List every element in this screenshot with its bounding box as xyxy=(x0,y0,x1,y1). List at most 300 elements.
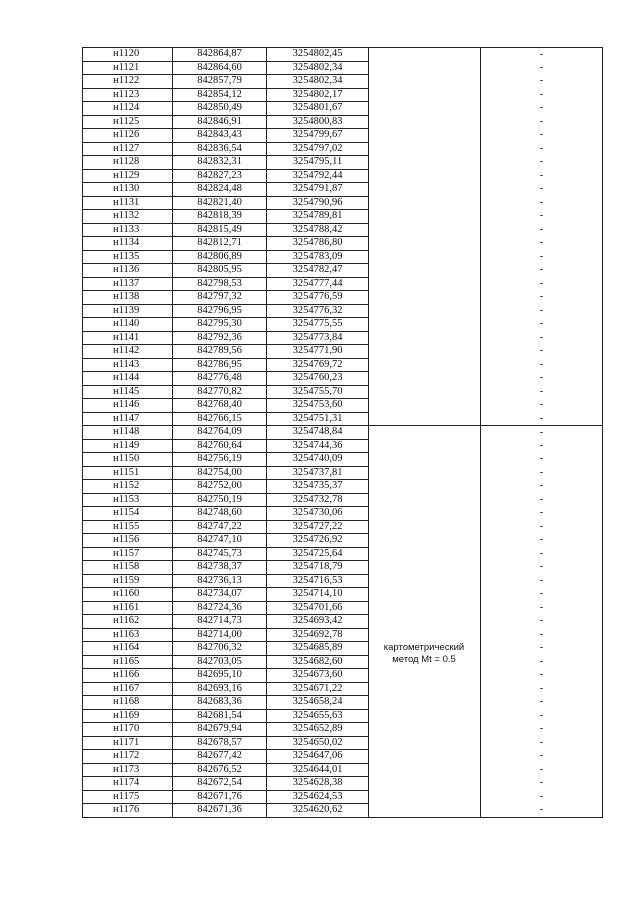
method-cell xyxy=(369,669,481,683)
method-label-line1: картометрический xyxy=(383,642,465,653)
x-coordinate-cell: 842766,15 xyxy=(173,412,267,426)
method-cell xyxy=(369,628,481,642)
table-row xyxy=(83,696,603,710)
dash-mark: - xyxy=(539,439,544,451)
x-coordinate-cell: 842754,00 xyxy=(173,466,267,480)
y-coordinate-cell: 3254751,31 xyxy=(267,412,369,426)
table-row xyxy=(83,736,603,750)
point-id-cell: н1147 xyxy=(83,412,173,426)
table-row xyxy=(83,682,603,696)
table-row xyxy=(83,250,603,264)
table-row xyxy=(83,385,603,399)
table-row xyxy=(83,439,603,453)
dash-mark: - xyxy=(539,372,544,384)
x-coordinate-cell: 842671,36 xyxy=(173,804,267,818)
note-cell xyxy=(481,588,603,602)
method-cell xyxy=(369,318,481,332)
table-row xyxy=(83,615,603,629)
x-coordinate-cell: 842677,42 xyxy=(173,750,267,764)
dash-mark: - xyxy=(539,763,544,775)
point-id-cell: н1158 xyxy=(83,561,173,575)
note-cell xyxy=(481,804,603,818)
table-row xyxy=(83,520,603,534)
dash-mark: - xyxy=(539,412,544,424)
method-cell xyxy=(369,507,481,521)
x-coordinate-cell: 842703,05 xyxy=(173,655,267,669)
y-coordinate-cell: 3254748,84 xyxy=(267,426,369,440)
x-coordinate-cell: 842681,54 xyxy=(173,709,267,723)
method-cell xyxy=(369,291,481,305)
dash-mark: - xyxy=(539,426,544,438)
x-coordinate-cell: 842672,54 xyxy=(173,777,267,791)
method-cell xyxy=(369,709,481,723)
point-id-cell: н1135 xyxy=(83,250,173,264)
note-cell xyxy=(481,345,603,359)
point-id-cell: н1129 xyxy=(83,169,173,183)
method-cell xyxy=(369,493,481,507)
method-cell xyxy=(369,237,481,251)
table-row xyxy=(83,534,603,548)
point-id-cell: н1176 xyxy=(83,804,173,818)
point-id-cell: н1175 xyxy=(83,790,173,804)
y-coordinate-cell: 3254802,34 xyxy=(267,61,369,75)
x-coordinate-cell: 842805,95 xyxy=(173,264,267,278)
y-coordinate-cell: 3254802,45 xyxy=(267,48,369,62)
y-coordinate-cell: 3254769,72 xyxy=(267,358,369,372)
point-id-cell: н1141 xyxy=(83,331,173,345)
x-coordinate-cell: 842760,64 xyxy=(173,439,267,453)
point-id-cell: н1152 xyxy=(83,480,173,494)
y-coordinate-cell: 3254744,36 xyxy=(267,439,369,453)
point-id-cell: н1138 xyxy=(83,291,173,305)
y-coordinate-cell: 3254725,64 xyxy=(267,547,369,561)
x-coordinate-cell: 842864,87 xyxy=(173,48,267,62)
x-coordinate-cell: 842747,10 xyxy=(173,534,267,548)
table-row xyxy=(83,426,603,440)
method-cell xyxy=(369,547,481,561)
x-coordinate-cell: 842693,16 xyxy=(173,682,267,696)
note-cell xyxy=(481,115,603,129)
point-id-cell: н1160 xyxy=(83,588,173,602)
y-coordinate-cell: 3254788,42 xyxy=(267,223,369,237)
table-row xyxy=(83,169,603,183)
note-cell xyxy=(481,763,603,777)
x-coordinate-cell: 842736,13 xyxy=(173,574,267,588)
dash-mark: - xyxy=(539,696,544,708)
dash-mark: - xyxy=(539,196,544,208)
point-id-cell: н1134 xyxy=(83,237,173,251)
dash-mark: - xyxy=(539,723,544,735)
note-cell xyxy=(481,709,603,723)
method-cell xyxy=(369,723,481,737)
dash-mark: - xyxy=(539,520,544,532)
dash-mark: - xyxy=(539,493,544,505)
dash-mark: - xyxy=(539,277,544,289)
dash-mark: - xyxy=(539,75,544,87)
method-cell xyxy=(369,331,481,345)
point-id-cell: н1154 xyxy=(83,507,173,521)
dash-mark: - xyxy=(539,588,544,600)
dash-mark: - xyxy=(539,507,544,519)
x-coordinate-cell: 842836,54 xyxy=(173,142,267,156)
method-cell xyxy=(369,88,481,102)
coordinates-table xyxy=(82,47,603,818)
method-cell xyxy=(369,736,481,750)
table-row xyxy=(83,331,603,345)
method-cell xyxy=(369,588,481,602)
table-row xyxy=(83,372,603,386)
y-coordinate-cell: 3254776,32 xyxy=(267,304,369,318)
point-id-cell: н1143 xyxy=(83,358,173,372)
method-cell xyxy=(369,277,481,291)
x-coordinate-cell: 842748,60 xyxy=(173,507,267,521)
point-id-cell: н1163 xyxy=(83,628,173,642)
x-coordinate-cell: 842714,73 xyxy=(173,615,267,629)
method-cell xyxy=(369,480,481,494)
point-id-cell: н1151 xyxy=(83,466,173,480)
y-coordinate-cell: 3254692,78 xyxy=(267,628,369,642)
y-coordinate-cell: 3254792,44 xyxy=(267,169,369,183)
method-cell xyxy=(369,372,481,386)
note-cell xyxy=(481,696,603,710)
x-coordinate-cell: 842824,48 xyxy=(173,183,267,197)
note-cell xyxy=(481,102,603,116)
y-coordinate-cell: 3254801,67 xyxy=(267,102,369,116)
point-id-cell: н1162 xyxy=(83,615,173,629)
note-cell xyxy=(481,493,603,507)
y-coordinate-cell: 3254620,62 xyxy=(267,804,369,818)
x-coordinate-cell: 842671,76 xyxy=(173,790,267,804)
x-coordinate-cell: 842857,79 xyxy=(173,75,267,89)
note-cell xyxy=(481,223,603,237)
x-coordinate-cell: 842789,56 xyxy=(173,345,267,359)
x-coordinate-cell: 842768,40 xyxy=(173,399,267,413)
point-id-cell: н1122 xyxy=(83,75,173,89)
method-cell xyxy=(369,102,481,116)
y-coordinate-cell: 3254799,67 xyxy=(267,129,369,143)
note-cell xyxy=(481,507,603,521)
x-coordinate-cell: 842864,60 xyxy=(173,61,267,75)
dash-mark: - xyxy=(539,628,544,640)
dash-mark: - xyxy=(539,250,544,262)
y-coordinate-cell: 3254732,78 xyxy=(267,493,369,507)
dash-mark: - xyxy=(539,669,544,681)
method-cell xyxy=(369,790,481,804)
dash-mark: - xyxy=(539,534,544,546)
x-coordinate-cell: 842770,82 xyxy=(173,385,267,399)
dash-mark: - xyxy=(539,237,544,249)
point-id-cell: н1144 xyxy=(83,372,173,386)
y-coordinate-cell: 3254726,92 xyxy=(267,534,369,548)
x-coordinate-cell: 842714,00 xyxy=(173,628,267,642)
x-coordinate-cell: 842752,00 xyxy=(173,480,267,494)
method-cell xyxy=(369,358,481,372)
point-id-cell: н1121 xyxy=(83,61,173,75)
note-cell xyxy=(481,304,603,318)
note-cell xyxy=(481,250,603,264)
point-id-cell: н1136 xyxy=(83,264,173,278)
note-cell xyxy=(481,547,603,561)
method-cell xyxy=(369,345,481,359)
note-cell xyxy=(481,466,603,480)
table-row xyxy=(83,574,603,588)
table-row xyxy=(83,412,603,426)
point-id-cell: н1123 xyxy=(83,88,173,102)
x-coordinate-cell: 842846,91 xyxy=(173,115,267,129)
y-coordinate-cell: 3254671,22 xyxy=(267,682,369,696)
method-cell xyxy=(369,574,481,588)
method-cell xyxy=(369,142,481,156)
table-row xyxy=(83,345,603,359)
note-cell xyxy=(481,372,603,386)
x-coordinate-cell: 842776,48 xyxy=(173,372,267,386)
table-row xyxy=(83,709,603,723)
y-coordinate-cell: 3254727,22 xyxy=(267,520,369,534)
method-cell xyxy=(369,804,481,818)
note-cell xyxy=(481,129,603,143)
dash-mark: - xyxy=(539,331,544,343)
point-id-cell: н1132 xyxy=(83,210,173,224)
table-row xyxy=(83,304,603,318)
x-coordinate-cell: 842678,57 xyxy=(173,736,267,750)
x-coordinate-cell: 842832,31 xyxy=(173,156,267,170)
dash-mark: - xyxy=(539,399,544,411)
x-coordinate-cell: 842806,89 xyxy=(173,250,267,264)
x-coordinate-cell: 842750,19 xyxy=(173,493,267,507)
method-cell xyxy=(369,453,481,467)
x-coordinate-cell: 842795,30 xyxy=(173,318,267,332)
note-cell xyxy=(481,75,603,89)
method-cell xyxy=(369,561,481,575)
note-cell xyxy=(481,601,603,615)
dash-mark: - xyxy=(539,156,544,168)
method-cell xyxy=(369,615,481,629)
method-cell xyxy=(369,466,481,480)
table-row xyxy=(83,453,603,467)
table-row xyxy=(83,601,603,615)
note-cell xyxy=(481,642,603,656)
y-coordinate-cell: 3254737,81 xyxy=(267,466,369,480)
note-cell xyxy=(481,412,603,426)
note-cell xyxy=(481,385,603,399)
dash-mark: - xyxy=(539,642,544,654)
note-cell xyxy=(481,196,603,210)
method-cell xyxy=(369,61,481,75)
dash-mark: - xyxy=(539,804,544,815)
table-row xyxy=(83,237,603,251)
dash-mark: - xyxy=(539,304,544,316)
dash-mark: - xyxy=(539,453,544,465)
point-id-cell: н1139 xyxy=(83,304,173,318)
y-coordinate-cell: 3254714,10 xyxy=(267,588,369,602)
note-cell xyxy=(481,277,603,291)
method-cell xyxy=(369,399,481,413)
method-label xyxy=(368,642,480,666)
y-coordinate-cell: 3254655,63 xyxy=(267,709,369,723)
method-cell xyxy=(369,763,481,777)
note-cell xyxy=(481,439,603,453)
note-cell xyxy=(481,142,603,156)
y-coordinate-cell: 3254771,90 xyxy=(267,345,369,359)
x-coordinate-cell: 842679,94 xyxy=(173,723,267,737)
x-coordinate-cell: 842747,22 xyxy=(173,520,267,534)
y-coordinate-cell: 3254790,96 xyxy=(267,196,369,210)
x-coordinate-cell: 842818,39 xyxy=(173,210,267,224)
point-id-cell: н1140 xyxy=(83,318,173,332)
point-id-cell: н1169 xyxy=(83,709,173,723)
table-row xyxy=(83,115,603,129)
note-cell xyxy=(481,480,603,494)
method-cell xyxy=(369,304,481,318)
y-coordinate-cell: 3254800,83 xyxy=(267,115,369,129)
dash-mark: - xyxy=(539,655,544,667)
point-id-cell: н1157 xyxy=(83,547,173,561)
dash-mark: - xyxy=(539,129,544,141)
y-coordinate-cell: 3254802,17 xyxy=(267,88,369,102)
point-id-cell: н1164 xyxy=(83,642,173,656)
point-id-cell: н1171 xyxy=(83,736,173,750)
method-label-line2: метод Mt = 0.5 xyxy=(392,654,456,665)
y-coordinate-cell: 3254682,60 xyxy=(267,655,369,669)
note-cell xyxy=(481,237,603,251)
dash-mark: - xyxy=(539,115,544,127)
dash-mark: - xyxy=(539,223,544,235)
method-cell xyxy=(369,777,481,791)
point-id-cell: н1124 xyxy=(83,102,173,116)
dash-mark: - xyxy=(539,750,544,762)
dash-mark: - xyxy=(539,61,544,73)
x-coordinate-cell: 842850,49 xyxy=(173,102,267,116)
dash-mark: - xyxy=(539,709,544,721)
method-cell xyxy=(369,439,481,453)
point-id-cell: н1161 xyxy=(83,601,173,615)
dash-mark: - xyxy=(539,183,544,195)
x-coordinate-cell: 842796,95 xyxy=(173,304,267,318)
dash-mark: - xyxy=(539,736,544,748)
note-cell xyxy=(481,561,603,575)
y-coordinate-cell: 3254802,34 xyxy=(267,75,369,89)
method-cell xyxy=(369,750,481,764)
note-cell xyxy=(481,318,603,332)
y-coordinate-cell: 3254658,24 xyxy=(267,696,369,710)
note-cell xyxy=(481,210,603,224)
point-id-cell: н1126 xyxy=(83,129,173,143)
point-id-cell: н1165 xyxy=(83,655,173,669)
x-coordinate-cell: 842792,36 xyxy=(173,331,267,345)
method-cell xyxy=(369,115,481,129)
point-id-cell: н1167 xyxy=(83,682,173,696)
method-cell xyxy=(369,534,481,548)
note-cell xyxy=(481,628,603,642)
note-cell xyxy=(481,169,603,183)
x-coordinate-cell: 842812,71 xyxy=(173,237,267,251)
point-id-cell: н1166 xyxy=(83,669,173,683)
table-row xyxy=(83,466,603,480)
dash-mark: - xyxy=(539,574,544,586)
y-coordinate-cell: 3254795,11 xyxy=(267,156,369,170)
dash-mark: - xyxy=(539,169,544,181)
method-cell xyxy=(369,129,481,143)
note-cell xyxy=(481,48,603,62)
dash-mark: - xyxy=(539,210,544,222)
y-coordinate-cell: 3254786,80 xyxy=(267,237,369,251)
y-coordinate-cell: 3254628,38 xyxy=(267,777,369,791)
table-row xyxy=(83,264,603,278)
table-row xyxy=(83,75,603,89)
y-coordinate-cell: 3254647,06 xyxy=(267,750,369,764)
x-coordinate-cell: 842764,09 xyxy=(173,426,267,440)
table-row xyxy=(83,196,603,210)
x-coordinate-cell: 842724,36 xyxy=(173,601,267,615)
note-cell xyxy=(481,790,603,804)
table-row xyxy=(83,628,603,642)
y-coordinate-cell: 3254624,53 xyxy=(267,790,369,804)
x-coordinate-cell: 842798,53 xyxy=(173,277,267,291)
note-cell xyxy=(481,88,603,102)
point-id-cell: н1153 xyxy=(83,493,173,507)
method-cell xyxy=(369,385,481,399)
x-coordinate-cell: 842738,37 xyxy=(173,561,267,575)
y-coordinate-cell: 3254735,37 xyxy=(267,480,369,494)
note-cell xyxy=(481,655,603,669)
point-id-cell: н1133 xyxy=(83,223,173,237)
method-cell xyxy=(369,426,481,440)
y-coordinate-cell: 3254773,84 xyxy=(267,331,369,345)
y-coordinate-cell: 3254782,47 xyxy=(267,264,369,278)
point-id-cell: н1173 xyxy=(83,763,173,777)
note-cell xyxy=(481,777,603,791)
dash-mark: - xyxy=(539,790,544,802)
method-cell xyxy=(369,601,481,615)
dash-mark: - xyxy=(539,601,544,613)
note-cell xyxy=(481,291,603,305)
point-id-cell: н1130 xyxy=(83,183,173,197)
y-coordinate-cell: 3254760,23 xyxy=(267,372,369,386)
method-cell xyxy=(369,169,481,183)
dash-mark: - xyxy=(539,480,544,492)
y-coordinate-cell: 3254716,53 xyxy=(267,574,369,588)
method-cell xyxy=(369,520,481,534)
y-coordinate-cell: 3254789,81 xyxy=(267,210,369,224)
table-row xyxy=(83,318,603,332)
table-row xyxy=(83,48,603,62)
point-id-cell: н1145 xyxy=(83,385,173,399)
y-coordinate-cell: 3254644,01 xyxy=(267,763,369,777)
method-cell xyxy=(369,223,481,237)
table-row xyxy=(83,291,603,305)
table-row xyxy=(83,358,603,372)
table-row xyxy=(83,750,603,764)
method-cell xyxy=(369,682,481,696)
table-row xyxy=(83,507,603,521)
point-id-cell: н1127 xyxy=(83,142,173,156)
point-id-cell: н1149 xyxy=(83,439,173,453)
note-cell xyxy=(481,331,603,345)
x-coordinate-cell: 842756,19 xyxy=(173,453,267,467)
table-row xyxy=(83,763,603,777)
table-row xyxy=(83,102,603,116)
note-cell xyxy=(481,615,603,629)
method-cell xyxy=(369,183,481,197)
table-row xyxy=(83,547,603,561)
dash-mark: - xyxy=(539,318,544,330)
note-cell xyxy=(481,358,603,372)
x-coordinate-cell: 842695,10 xyxy=(173,669,267,683)
point-id-cell: н1131 xyxy=(83,196,173,210)
table-row xyxy=(83,588,603,602)
dash-mark: - xyxy=(539,102,544,114)
dash-mark: - xyxy=(539,777,544,789)
